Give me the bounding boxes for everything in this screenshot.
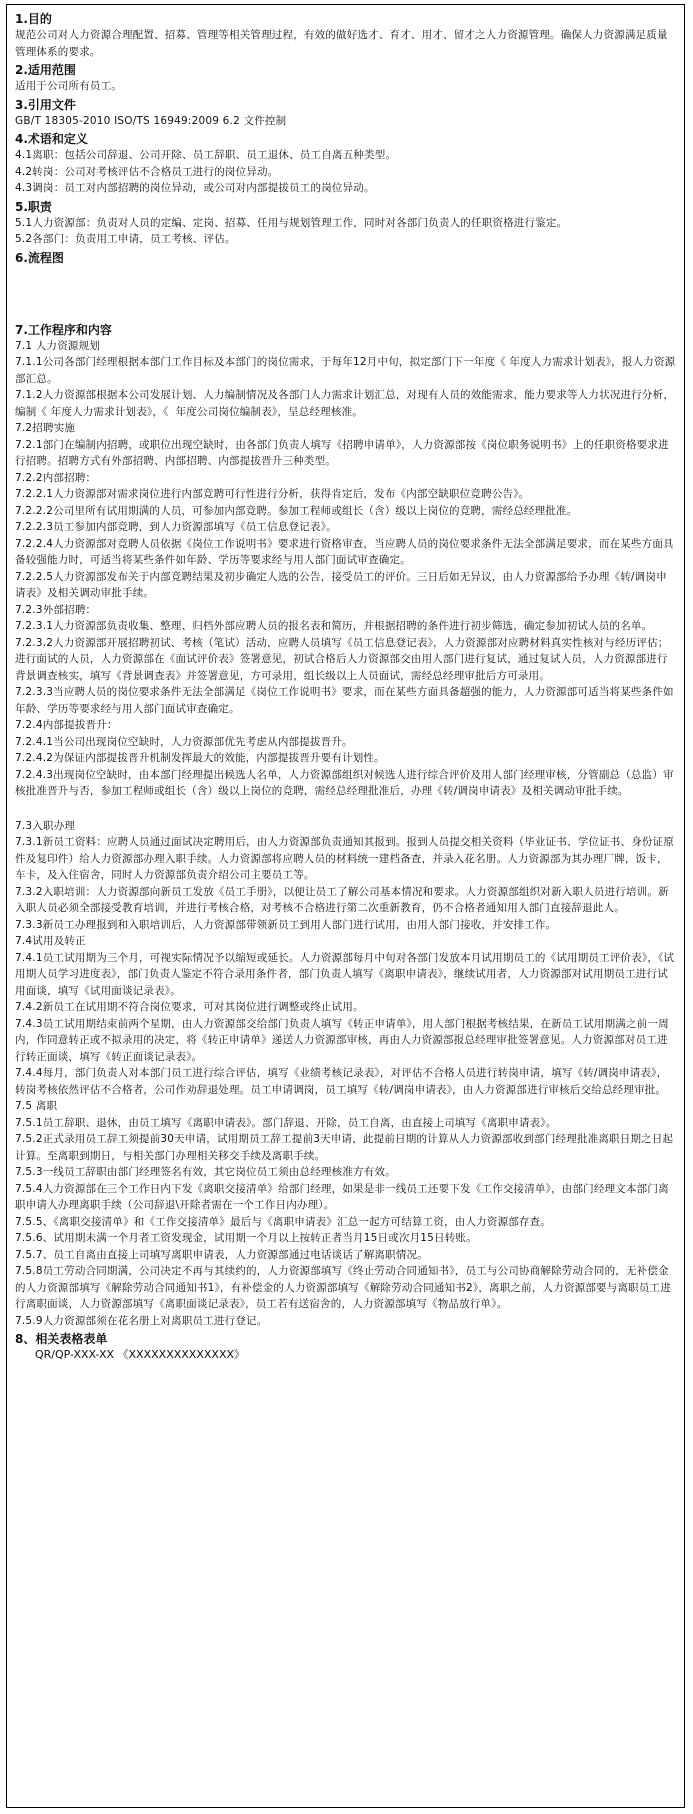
procedure-paragraph: 7.2.3.1人力资源部负责收集、整理、归档外部应聘人员的报名表和简历，并根据招聘的条件进行初步筛选，确定参加初试人员的名单。	[15, 620, 653, 632]
procedure-paragraph: 7.1.1公司各部门经理根据本部门工作目标及本部门的岗位需求，于每年12月中旬，拟定部门下一年度《 年度人力需求计划表》，报人力资源部汇总。	[15, 356, 676, 385]
document-page	[6, 4, 685, 1808]
section-6-title: 6.流程图	[15, 250, 64, 265]
related-form: QR/QP-XXX-XX 《XXXXXXXXXXXXXX》	[35, 1348, 246, 1361]
section-3-title: 3.引用文件	[15, 97, 76, 112]
section-7-title: 7.工作程序和内容	[15, 322, 112, 337]
procedure-paragraph: 7.5.7、员工自离由直接上司填写离职申请表，人力资源部通过电话谈话了解离职情况。	[15, 1248, 428, 1261]
procedure-paragraph: 7.2.4.2为保证内部提拔晋升机制发挥最大的效能，内部提拔晋升要有计划性。	[15, 752, 385, 764]
section-4-title: 4.术语和定义	[15, 132, 88, 146]
term-item: 4.3调岗：员工对内部招聘的岗位异动，或公司对内部提拔员工的岗位异动。	[15, 182, 375, 194]
procedure-paragraph: 7.5.4人力资源部在三个工作日内下发《离职交接清单》给部门经理，如果是非一线员工还要下发《工作交接清单》，由部门经理文本部门离职申请人办理离职手续（公司辞退\开除者需在一个工作日内办理）。	[15, 1182, 669, 1211]
duty-item: 5.1人力资源部：负责对人员的定编、定岗、招募、任用与规划管理工作，同时对各部门负责人的任职资格进行鉴定。	[15, 216, 568, 229]
term-item: 4.2转岗：公司对考核评估不合格员工进行的岗位异动。	[15, 165, 279, 178]
section-8-title: 8、相关表格表单	[15, 1332, 108, 1346]
procedure-paragraph: 7.2.2.4人力资源部对竞聘人员依据《岗位工作说明书》要求进行资格审查，当应聘人员的岗位要求条件无法全部满足要求，而在某些方面具备较强能力时，可适当将某些条件如年龄、学历等要求经与用人部门面试审查确定。	[15, 537, 674, 566]
procedure-paragraph: 7.2.2.2公司里所有试用期满的人员，可参加内部竞聘。参加工程师或组长（含）级以上岗位的竞聘，需经总经理批准。	[15, 504, 578, 517]
procedure-paragraph: 7.2.2.5人力资源部发布关于内部竞聘结果及初步确定人选的公告，接受员工的评价。三日后如无异议，由人力资源部给予办理《转/调岗申请表》及相关调动审批手续。	[15, 570, 667, 599]
procedure-paragraph: 7.3入职办理	[15, 819, 76, 832]
procedure-paragraph: 7.1 人力资源规划	[15, 339, 101, 352]
procedure-paragraph: 7.5.9人力资源部须在花名册上对离职员工进行登记。	[15, 1314, 268, 1327]
procedure-paragraph: 7.5.8员工劳动合同期满，公司决定不再与其续约的，人力资源部填写《终止劳动合同通知书》，员工与公司协商解除劳动合同的，无补偿金的人力资源部填写《解除劳动合同通知书1》，有补偿金的人力资源部填写《解除劳动合同通知书2》，离职之前，人力资源部要与离职员工进行离职面谈，人力资源部填写《离职面谈记录表》，员工若有送宿舍的，人力资源部填写《物品放行单》。	[15, 1265, 671, 1310]
procedure-paragraph: 7.2.4.1当公司出现岗位空缺时，人力资源部优先考虑从内部提拔晋升。	[15, 735, 353, 748]
procedure-paragraph: 7.2.1部门在编制内招聘，或职位出现空缺时，由各部门负责人填写《招聘申请单》，人力资源部按《岗位职务说明书》上的任职资格要求进行招聘。招聘方式有外部招聘、内部招聘、内部提拔晋升三种类型。	[15, 438, 669, 467]
procedure-paragraph: 7.3.2入职培训：人力资源部向新员工发放《员工手册》，以便让员工了解公司基本情况和要求。人力资源部组织对新入职人员进行培训。新入职人员必须全部接受教育培训，并进行考核合格，对考核不合格进行第二次重新教育，仍不合格者通知用人部门直接辞退此人。	[15, 885, 669, 914]
procedure-paragraph: 7.5.6、试用期未满一个月者工资发现金，试用期一个月以上按转正者当月15日或次月15日转账。	[15, 1232, 477, 1244]
flowchart-placeholder	[15, 266, 676, 320]
blank-gap	[15, 800, 676, 818]
procedure-paragraph: 7.1.2人力资源部根据本公司发展计划、人力编制情况及各部门人力需求计划汇总，对现有人员的效能需求，能力要求等人力状况进行分析，编制《 年度人力需求计划表》，《 年度公司岗位编制表》，呈总经理核准。	[15, 389, 675, 418]
section-5-title: 5.职责	[15, 199, 52, 214]
procedure-paragraph: 7.2.3外部招聘：	[15, 603, 97, 616]
procedure-paragraph: 7.4.4每月，部门负责人对本部门员工进行综合评估，填写《业绩考核记录表》，对评估不合格人员进行转岗申请，填写《转/调岗申请表》，转岗考核依然评估不合格者，公司作劝辞退处理。员工申请调岗，员工填写《转/调岗申请表》，由人力资源部进行审核后交给总经理审批。	[15, 1067, 668, 1096]
procedure-paragraph: 7.2.3.3当应聘人员的岗位要求条件无法全部满足《岗位工作说明书》要求，而在某些方面具备超强的能力，人力资源部可适当将某些条件如年龄、学历等要求经与用人部门面试审查确定。	[15, 686, 674, 715]
procedure-part-a	[15, 338, 676, 800]
duty-item: 5.2各部门：负责用工申请，员工考核、评估。	[15, 233, 236, 245]
procedure-paragraph: 7.2.4内部提拔晋升：	[15, 719, 118, 731]
procedure-paragraph: 7.2.3.2人力资源部开展招聘初试、考核（笔试）活动，应聘人员填写《员工信息登记表》，人力资源部对应聘材料真实性核对与经历评估；进行面试的人员，人力资源部在《面试评价表》签署意见，初试合格后人力资源部交由用人部门进行复试，通过复试人员，人力资源部进行背景调查核实，填写《背景调查表》并签署意见，方可录用，组长级以上人员面试，需经总经理审批后方可录用。	[15, 636, 669, 682]
procedure-part-b	[15, 818, 676, 1330]
procedure-paragraph: 7.2.2内部招聘：	[15, 471, 97, 484]
procedure-paragraph: 7.5.3一线员工辞职由部门经理签名有效，其它岗位员工须由总经理核准方有效。	[15, 1166, 396, 1178]
procedure-paragraph: 7.5 离职	[15, 1100, 58, 1112]
procedure-paragraph: 7.2招聘实施	[15, 422, 76, 434]
procedure-paragraph: 7.4.2新员工在试用期不符合岗位要求，可对其岗位进行调整或终止试用。	[15, 1001, 364, 1013]
section-1-title: 1.目的	[15, 12, 52, 26]
section-2-text: 适用于公司所有员工。	[15, 80, 122, 92]
procedure-paragraph: 7.5.5、《离职交接清单》和《工作交接清单》最后与《离职申请表》汇总一起方可结算工资，由人力资源部存查。	[15, 1215, 552, 1228]
term-item: 4.1离职：包括公司辞退、公司开除、员工辞职、员工退休、员工自离五种类型。	[15, 149, 397, 161]
section-2-title: 2.适用范围	[15, 63, 76, 77]
procedure-paragraph: 7.2.2.3员工参加内部竞聘，到人力资源部填写《员工信息登记表》。	[15, 521, 337, 533]
procedure-paragraph: 7.5.2正式录用员工辞工须提前30天申请，试用期员工辞工提前3天申请，此提前日期的计算从人力资源部收到部门经理批准离职日期之日起计算。至离职到期日，与相关部门办理相关移交手续及离职手续。	[15, 1133, 674, 1162]
procedure-paragraph: 7.3.1新员工资料：应聘人员通过面试决定聘用后，由人力资源部负责通知其报到。报到人员提交相关资料（毕业证书、学位证书、身份证原件及复印件）给人力资源部办理入职手续。人力资源部将应聘人员的材料统一建档备查，并录入花名册。人力资源部为其办理厂牌，饭卡，车卡，及入住宿舍，同时人力资源部负责介绍公司主要员工等。	[15, 836, 675, 881]
procedure-paragraph: 7.4.1员工试用期为三个月，可视实际情况予以缩短或延长。人力资源部每月中旬对各部门发放本月试用期员工的《试用期员工评价表》，《试用期人员学习进度表》，部门负责人鉴定不符合录用条件者，部门负责人填写《离职申请表》，继续试用者，人力资源部对试用期员工进行试用面谈，填写《试用面谈记录表》。	[15, 951, 675, 997]
section-1-text: 规范公司对人力资源合理配置、招募、管理等相关管理过程，有效的做好选才、育才、用才、留才之人力资源管理。确保人力资源满足质量管理体系的要求。	[15, 29, 668, 58]
procedure-paragraph: 7.5.1员工辞职、退休，由员工填写《离职申请表》。部门辞退、开除，员工自离，由直接上司填写《离职申请表》。	[15, 1116, 557, 1129]
procedure-paragraph: 7.4试用及转正	[15, 935, 86, 947]
procedure-paragraph: 7.2.2.1人力资源部对需求岗位进行内部竞聘可行性进行分析，获得肯定后，发布《内部空缺职位竞聘公告》。	[15, 488, 530, 500]
procedure-paragraph: 7.4.3员工试用期结束前两个星期，由人力资源部交给部门负责人填写《转正申请单》，用人部门根据考核结果，在新员工试用期满之前一周内，作同意转正或不拟录用的决定，将《转正申请单》递送人力资源部审核，再由人力资源部报总经理审批签署意见。人力资源部对员工进行转正面谈，填写《转正面谈记录表》。	[15, 1017, 669, 1063]
procedure-paragraph: 7.2.4.3出现岗位空缺时，由本部门经理提出候选人名单，人力资源部组织对候选人进行综合评价及用人部门经理审核，分管副总（总监）审核批准晋升与否，参加工程师或组长（含）级以上岗位的竞聘，需经总经理批准后，办理《转/调岗申请表》及相关调动审批手续。	[15, 768, 674, 797]
procedure-paragraph: 7.3.3新员工办理报到和入职培训后，人力资源部带领新员工到用人部门进行试用，由用人部门接收，并安排工作。	[15, 918, 557, 931]
section-3-text: GB/T 18305-2010 ISO/TS 16949:2009 6.2 文件控制	[15, 114, 287, 127]
